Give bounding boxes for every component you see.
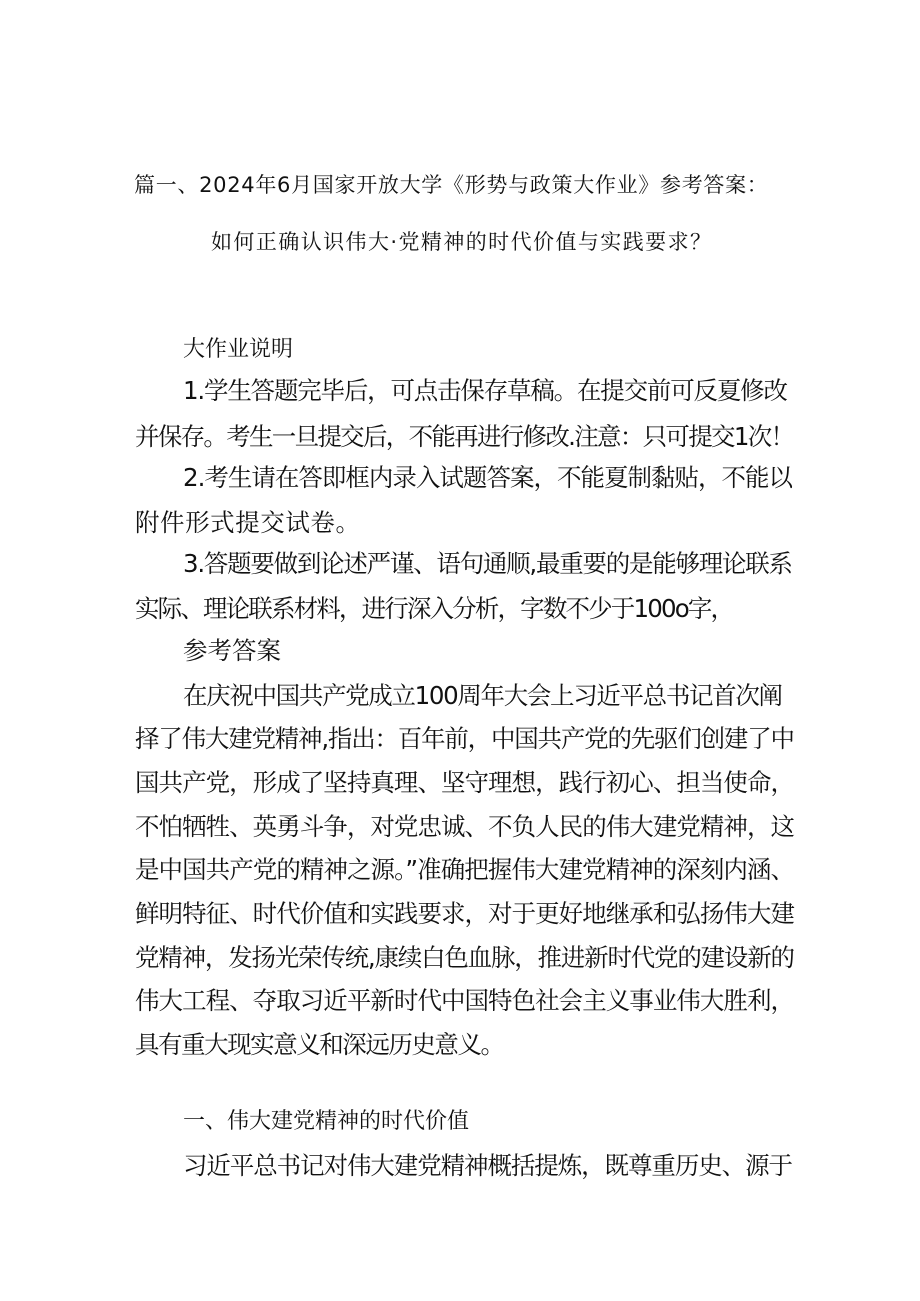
answer-line: 鲜明特征、时代价值和实践要求，对于更好地继承和弘扬伟大建 bbox=[135, 899, 795, 928]
answer-heading: 参考答案 bbox=[183, 636, 281, 665]
document-title: 篇一、2024年6月国家开放大学《形势与政策大作业》参考答案： bbox=[134, 173, 769, 197]
answer-line: 具有重大现实意义和深远历史意义。 bbox=[135, 1030, 504, 1059]
instructions-heading: 大作业说明 bbox=[183, 337, 294, 362]
answer-line: 不怕牺牲、英勇斗争，对党忠诚、不负人民的伟大建党精神，这 bbox=[135, 812, 795, 841]
section-line: 习近平总书记对伟大建党精神概括提炼，既尊重历史、源于 bbox=[183, 1151, 792, 1180]
answer-line: 择了伟大建党精神,指出：百年前，中国共产党的先驱们创建了中 bbox=[135, 724, 794, 753]
instruction-line: 并保存。考生一旦提交后，不能再进行修改.注意：只可提交1次！ bbox=[135, 422, 794, 451]
section-heading: 一、伟大建党精神的时代价值 bbox=[183, 1109, 470, 1134]
instruction-line: 1.学生答题完毕后，可点击保存草稿。在提交前可反夏修改 bbox=[183, 376, 787, 405]
instruction-line: 实际、理论联系材料，进行深入分析，字数不少于100o字， bbox=[135, 594, 734, 623]
answer-line: 是中国共产党的精神之源。”准确把握伟大建党精神的深刻内涵、 bbox=[135, 855, 795, 884]
instruction-line: 附件形式提交试卷。 bbox=[135, 508, 361, 537]
answer-line: 在庆祝中国共产党成立100周年大会上习近平总书记首次阐 bbox=[183, 681, 782, 710]
instruction-line: 3.答题要做到论述严谨、语句通顺,最重要的是能够理论联系 bbox=[183, 549, 792, 578]
answer-line: 党精神，发扬光荣传统,康续白色血脉，推进新时代党的建设新的 bbox=[135, 943, 794, 972]
answer-line: 伟大工程、夺取习近平新时代中国特色社会主义事业伟大胜利， bbox=[135, 986, 795, 1015]
question-title: 如何正确认识伟大·党精神的时代价值与实践要求？ bbox=[211, 230, 713, 254]
instruction-line: 2.考生请在答即框内录入试题答案，不能夏制黏贴，不能以 bbox=[183, 463, 793, 492]
answer-line: 国共产党，形成了坚持真理、坚守理想，践行初心、担当使命， bbox=[135, 768, 795, 797]
